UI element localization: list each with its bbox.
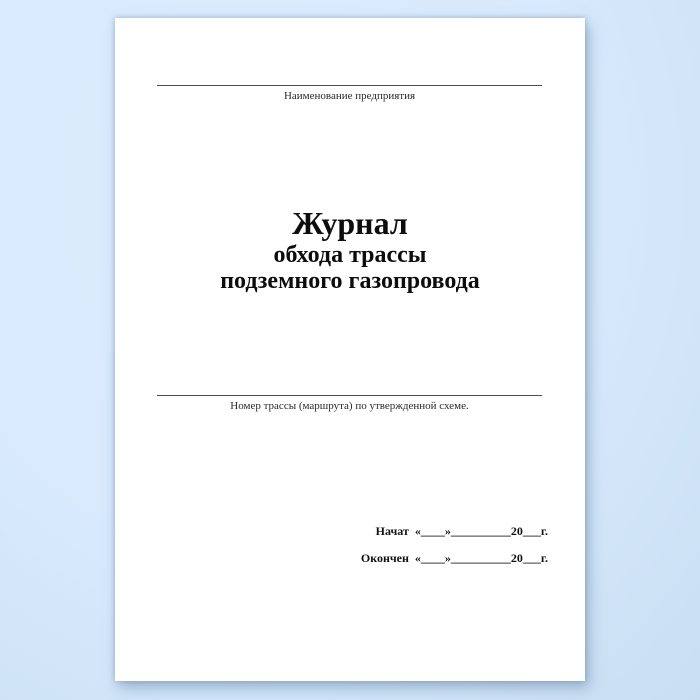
route-number-field xyxy=(157,395,542,414)
date-started-label: Начат xyxy=(375,524,409,538)
journal-title xyxy=(115,204,585,294)
date-finished-label: Окончен xyxy=(360,551,409,565)
dates-block xyxy=(361,518,548,572)
date-started-row xyxy=(361,518,548,545)
route-number-label: Номер трассы (маршрута) по утвержденной схеме. xyxy=(230,400,469,412)
title-line-3: подземного газопровода xyxy=(220,268,480,294)
document-page xyxy=(115,18,585,681)
company-name-field xyxy=(157,85,542,104)
date-started-blank: «____»__________20___г. xyxy=(414,524,548,538)
company-name-label: Наименование предприятия xyxy=(283,90,416,102)
title-line-2: обхода трассы xyxy=(273,242,427,268)
date-finished-row xyxy=(361,545,548,572)
title-line-1: Журнал xyxy=(292,205,408,241)
date-finished-blank: «____»__________20___г. xyxy=(414,551,548,565)
